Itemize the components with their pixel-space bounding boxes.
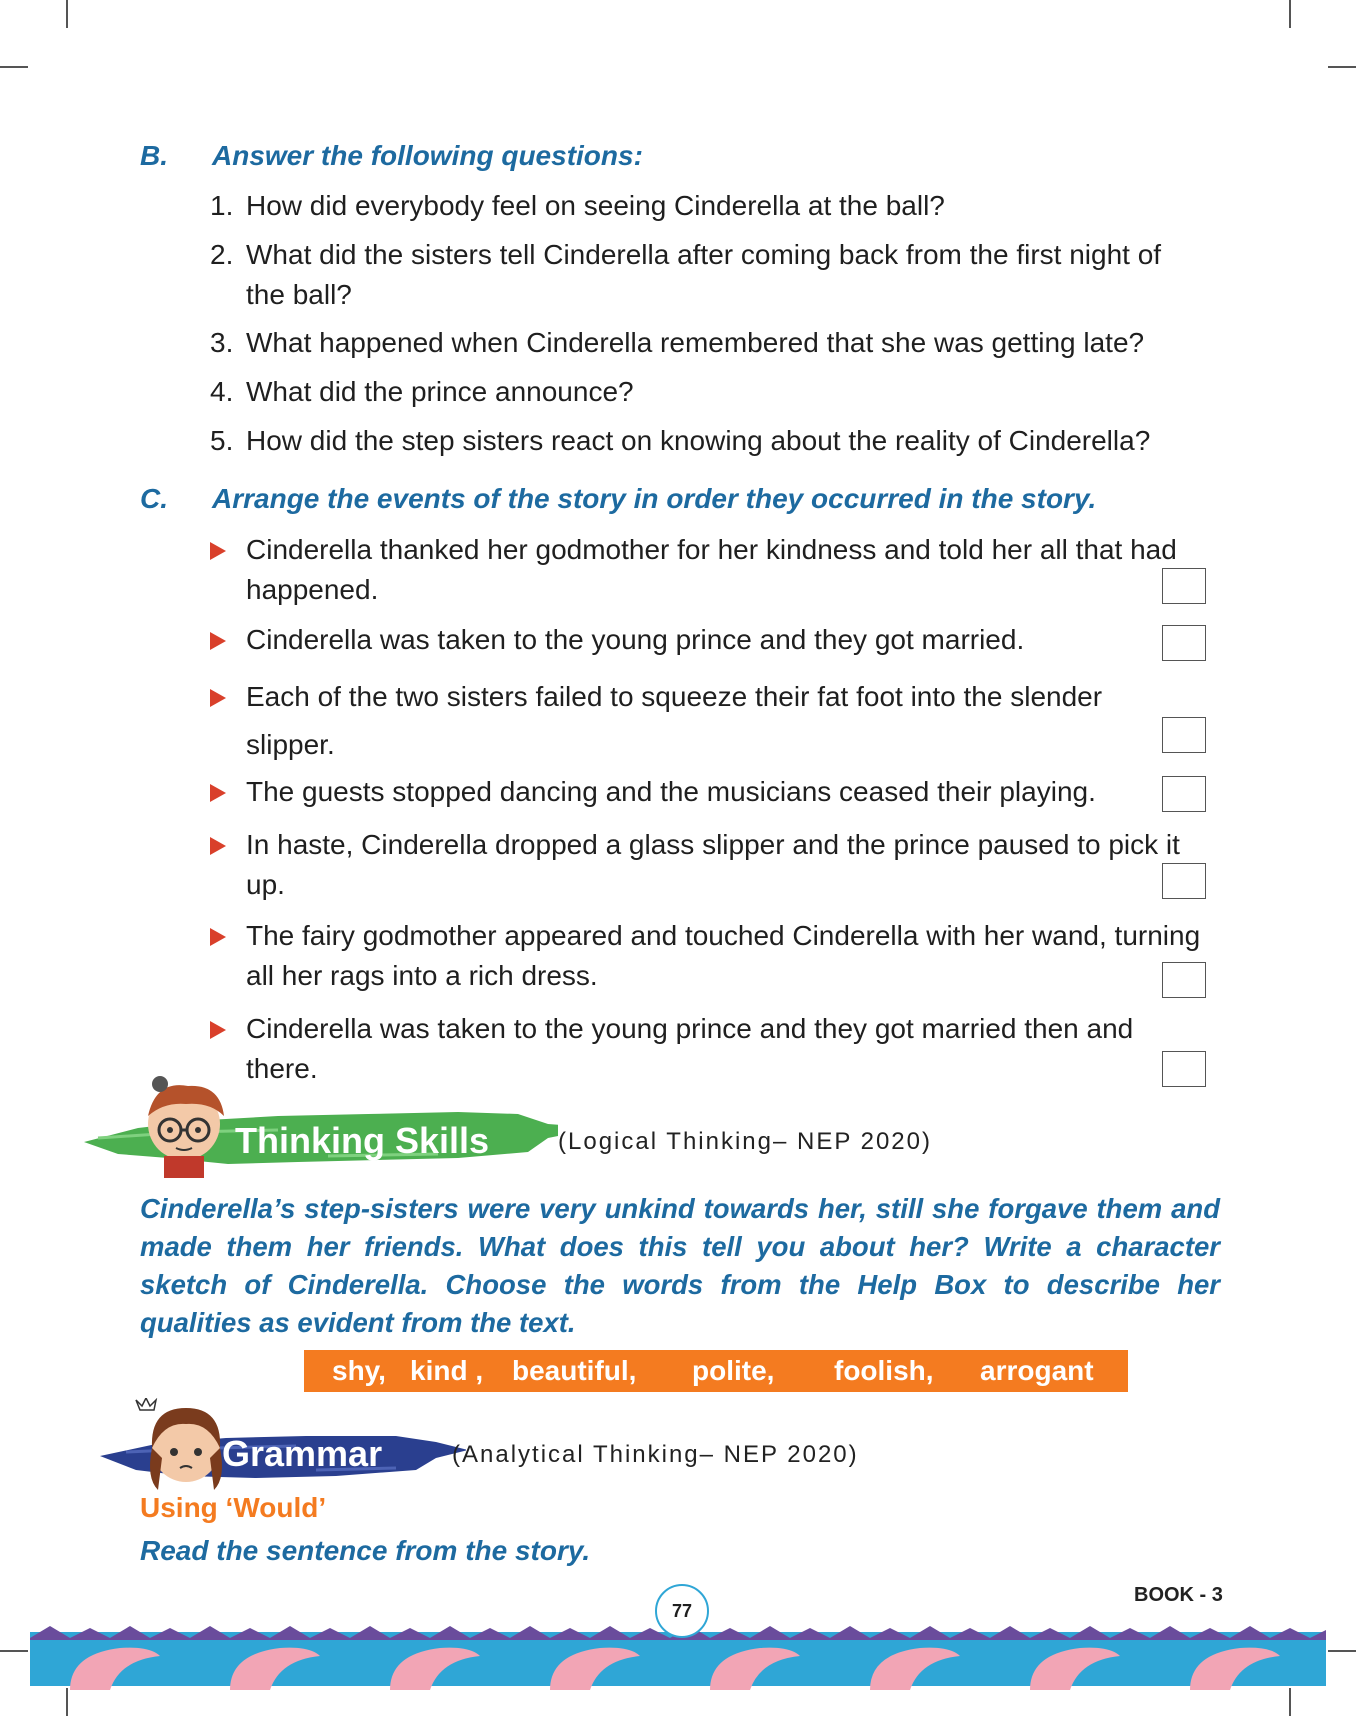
question-number: 5. [210, 425, 234, 456]
grammar-subheading: Using ‘Would’ [140, 1492, 327, 1523]
bullet-arrow-icon [210, 542, 226, 560]
question-item [210, 323, 1220, 363]
question-number: 2. [210, 239, 234, 270]
order-answer-box[interactable] [1162, 863, 1206, 899]
book-label: BOOK - 3 [1134, 1584, 1223, 1606]
grammar-title: Grammar [222, 1433, 383, 1474]
bullet-arrow-icon [210, 1021, 226, 1039]
event-item [210, 772, 1210, 812]
event-item [210, 620, 1210, 660]
crop-mark [0, 1650, 28, 1652]
nep-tag: (Logical Thinking– NEP 2020) [558, 1128, 932, 1155]
event-text: The guests stopped dancing and the musicians ceased their playing. [246, 776, 1096, 807]
crop-mark [66, 1688, 68, 1716]
crop-mark [1289, 0, 1291, 28]
help-word: polite, [692, 1355, 775, 1386]
crop-mark [66, 0, 68, 28]
thinking-question: Cinderella’s step-sisters were very unkind towards her, still she forgave them and made them her friends. What does this tell you about her? Write a character sketch of Cinderella. Choose the words from the Help Box to describe her qualities as evident from the text. [140, 1193, 1220, 1338]
section-b-heading [140, 140, 643, 172]
question-number: 1. [210, 190, 234, 221]
help-word: kind , [410, 1355, 484, 1386]
event-text: Each of the two sisters failed to squeeze their fat foot into the slender slipper. [246, 681, 1103, 760]
help-word: shy, [332, 1355, 386, 1386]
page-number-badge [655, 1584, 709, 1638]
boy-mascot-icon [148, 1076, 224, 1178]
question-item [210, 235, 1220, 315]
crop-mark [1328, 66, 1356, 68]
order-answer-box[interactable] [1162, 1051, 1206, 1087]
help-word: foolish, [834, 1355, 934, 1386]
event-item [210, 530, 1200, 610]
question-number: 4. [210, 376, 234, 407]
section-c-heading [140, 483, 1096, 515]
event-item [210, 673, 1130, 769]
grammar-instruction: Read the sentence from the story. [140, 1535, 591, 1566]
question-text: How did the step sisters react on knowing about the reality of Cinderella? [246, 425, 1151, 456]
crop-mark [0, 66, 28, 68]
question-item [210, 186, 1220, 226]
event-text: Cinderella was taken to the young prince and they got married. [246, 624, 1025, 655]
event-item [210, 916, 1210, 996]
question-text: What did the prince announce? [246, 376, 634, 407]
section-letter: C. [140, 483, 168, 514]
section-title: Answer the following questions: [212, 140, 643, 171]
section-letter: B. [140, 140, 168, 171]
question-item [210, 421, 1220, 461]
question-item [210, 372, 1220, 412]
event-item [210, 825, 1200, 905]
event-text: Cinderella was taken to the young prince and they got married then and there. [246, 1013, 1134, 1084]
help-word: arrogant [980, 1355, 1094, 1386]
thinking-skills-title: Thinking Skills [235, 1120, 490, 1161]
question-text: What did the sisters tell Cinderella after coming back from the first night of the ball? [246, 239, 1162, 310]
help-word: beautiful, [512, 1355, 637, 1386]
crop-mark [1328, 1650, 1356, 1652]
order-answer-box[interactable] [1162, 568, 1206, 604]
bullet-arrow-icon [210, 928, 226, 946]
order-answer-box[interactable] [1162, 776, 1206, 812]
order-answer-box[interactable] [1162, 717, 1206, 753]
question-number: 3. [210, 327, 234, 358]
nep-tag: (Analytical Thinking– NEP 2020) [452, 1441, 859, 1468]
order-answer-box[interactable] [1162, 962, 1206, 998]
event-text: Cinderella thanked her godmother for her kindness and told her all that had happened. [246, 534, 1177, 605]
help-box [304, 1350, 1128, 1392]
section-title: Arrange the events of the story in order they occurred in the story. [212, 483, 1097, 514]
bullet-arrow-icon [210, 784, 226, 802]
question-text: How did everybody feel on seeing Cinderella at the ball? [246, 190, 945, 221]
bullet-arrow-icon [210, 689, 226, 707]
bullet-arrow-icon [210, 632, 226, 650]
crop-mark [1289, 1688, 1291, 1716]
bullet-arrow-icon [210, 837, 226, 855]
question-text: What happened when Cinderella remembered that she was getting late? [246, 327, 1145, 358]
order-answer-box[interactable] [1162, 625, 1206, 661]
event-text: The fairy godmother appeared and touched Cinderella with her wand, turning all her rags into a rich dress. [246, 920, 1201, 991]
page-number: 77 [671, 1601, 693, 1621]
event-text: In haste, Cinderella dropped a glass slipper and the prince paused to pick it up. [246, 829, 1180, 900]
